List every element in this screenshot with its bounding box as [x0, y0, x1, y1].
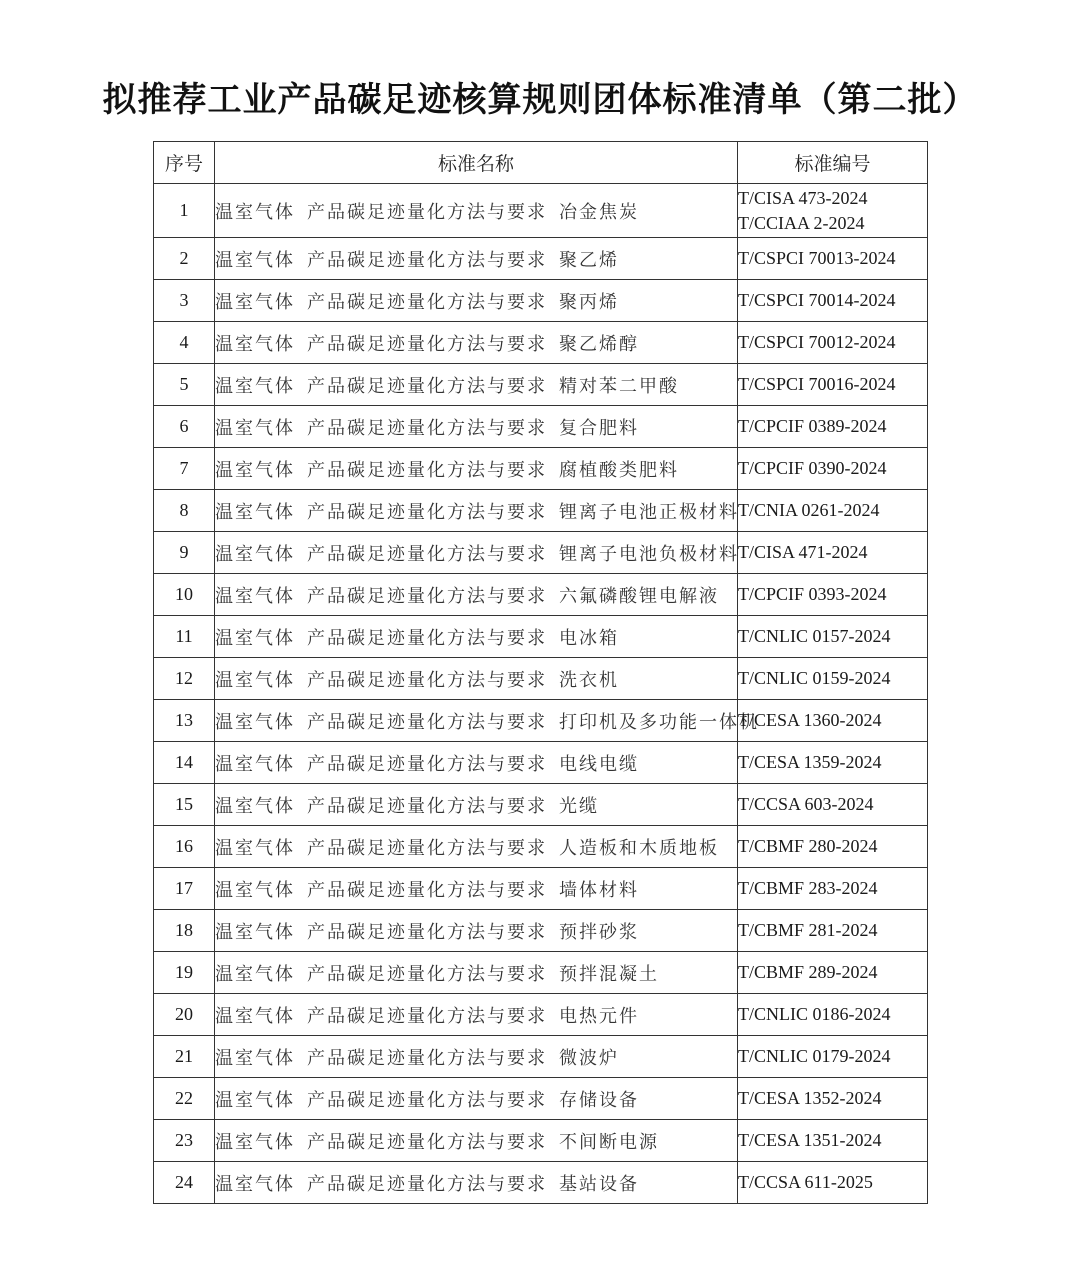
- row-serial-number: 15: [154, 784, 215, 826]
- standard-name-method: 产品碳足迹量化方法与要求: [307, 585, 547, 607]
- row-standard-name: [215, 1078, 738, 1120]
- row-standard-name: [215, 280, 738, 322]
- row-standard-name: [215, 448, 738, 490]
- standard-name-method: 产品碳足迹量化方法与要求: [307, 417, 547, 439]
- row-serial-number: 8: [154, 490, 215, 532]
- standard-name-prefix: 温室气体: [215, 879, 295, 901]
- standard-name-product: 电热元件: [559, 1005, 639, 1027]
- standard-name-product: 聚丙烯: [559, 291, 619, 313]
- standard-name-prefix: 温室气体: [215, 291, 295, 313]
- row-standard-name: [215, 574, 738, 616]
- standard-name-method: 产品碳足迹量化方法与要求: [307, 753, 547, 775]
- table-row: [154, 994, 928, 1036]
- row-serial-number: 11: [154, 616, 215, 658]
- standard-name-method: 产品碳足迹量化方法与要求: [307, 669, 547, 691]
- row-standard-code: [738, 574, 928, 616]
- row-serial-number: 13: [154, 700, 215, 742]
- row-standard-name: [215, 658, 738, 700]
- standard-name-method: 产品碳足迹量化方法与要求: [307, 921, 547, 943]
- standard-code: T/CCSA 611-2025: [738, 1172, 873, 1192]
- standard-name-product: 光缆: [559, 795, 599, 817]
- standard-code: T/CCIAA 2-2024: [738, 212, 865, 233]
- table-row: [154, 322, 928, 364]
- table-row: [154, 868, 928, 910]
- row-standard-code: [738, 910, 928, 952]
- standard-name-prefix: 温室气体: [215, 333, 295, 355]
- standard-code: T/CCSA 603-2024: [738, 794, 874, 814]
- standard-name-method: 产品碳足迹量化方法与要求: [307, 1005, 547, 1027]
- row-serial-number: 18: [154, 910, 215, 952]
- row-standard-name: [215, 952, 738, 994]
- row-serial-number: 17: [154, 868, 215, 910]
- row-standard-code: [738, 994, 928, 1036]
- table-row: [154, 952, 928, 994]
- table-row: [154, 742, 928, 784]
- table-header-row: [154, 142, 928, 184]
- standard-name-method: 产品碳足迹量化方法与要求: [307, 963, 547, 985]
- standard-code: T/CPCIF 0390-2024: [738, 458, 887, 478]
- row-standard-code: [738, 658, 928, 700]
- row-serial-number: 16: [154, 826, 215, 868]
- standard-name-product: 洗衣机: [559, 669, 619, 691]
- row-serial-number: 20: [154, 994, 215, 1036]
- row-standard-name: [215, 994, 738, 1036]
- standard-code: T/CESA 1352-2024: [738, 1088, 882, 1108]
- row-standard-name: [215, 238, 738, 280]
- row-serial-number: 3: [154, 280, 215, 322]
- standard-code: T/CNLIC 0186-2024: [738, 1004, 891, 1024]
- standard-name-product: 微波炉: [559, 1047, 619, 1069]
- row-serial-number: 23: [154, 1120, 215, 1162]
- standard-name-prefix: 温室气体: [215, 669, 295, 691]
- row-serial-number: 7: [154, 448, 215, 490]
- row-serial-number: 22: [154, 1078, 215, 1120]
- row-standard-name: [215, 868, 738, 910]
- table-row: [154, 364, 928, 406]
- standard-name-prefix: 温室气体: [215, 627, 295, 649]
- standard-name-prefix: 温室气体: [215, 963, 295, 985]
- table-row: [154, 448, 928, 490]
- standard-name-method: 产品碳足迹量化方法与要求: [307, 1047, 547, 1069]
- standard-name-product: 墙体材料: [559, 879, 639, 901]
- standard-name-method: 产品碳足迹量化方法与要求: [307, 879, 547, 901]
- standard-code: T/CNLIC 0157-2024: [738, 626, 891, 646]
- table-body: [154, 184, 928, 1204]
- standard-name-method: 产品碳足迹量化方法与要求: [307, 837, 547, 859]
- row-standard-code: [738, 238, 928, 280]
- standard-name-method: 产品碳足迹量化方法与要求: [307, 795, 547, 817]
- row-standard-code: [738, 616, 928, 658]
- standard-code: T/CBMF 280-2024: [738, 836, 878, 856]
- table-row: [154, 658, 928, 700]
- table-row: [154, 280, 928, 322]
- standard-code: T/CBMF 283-2024: [738, 878, 878, 898]
- row-standard-code: [738, 1036, 928, 1078]
- standard-name-product: 不间断电源: [559, 1131, 659, 1153]
- standard-name-method: 产品碳足迹量化方法与要求: [307, 501, 547, 523]
- row-standard-code: [738, 532, 928, 574]
- row-serial-number: 24: [154, 1162, 215, 1204]
- header-serial-number: 序号: [154, 142, 215, 184]
- standard-name-method: 产品碳足迹量化方法与要求: [307, 249, 547, 271]
- row-standard-code: [738, 742, 928, 784]
- row-serial-number: 9: [154, 532, 215, 574]
- row-standard-name: [215, 784, 738, 826]
- row-standard-name: [215, 700, 759, 742]
- standard-code: T/CISA 471-2024: [738, 542, 868, 562]
- standard-code: T/CSPCI 70014-2024: [738, 290, 896, 310]
- standard-name-prefix: 温室气体: [215, 1131, 295, 1153]
- standard-name-method: 产品碳足迹量化方法与要求: [307, 333, 547, 355]
- standard-code: T/CNLIC 0159-2024: [738, 668, 891, 688]
- standard-name-product: 冶金焦炭: [559, 201, 639, 223]
- row-serial-number: 1: [154, 184, 215, 238]
- standard-name-product: 腐植酸类肥料: [559, 459, 679, 481]
- standard-name-product: 锂离子电池正极材料: [559, 501, 739, 523]
- row-serial-number: 21: [154, 1036, 215, 1078]
- standard-code: T/CNIA 0261-2024: [738, 500, 880, 520]
- standard-name-product: 基站设备: [559, 1173, 639, 1195]
- row-standard-name: [215, 1162, 738, 1204]
- row-standard-name: [215, 406, 738, 448]
- standard-name-prefix: 温室气体: [215, 459, 295, 481]
- standard-name-prefix: 温室气体: [215, 585, 295, 607]
- row-standard-name: [215, 532, 738, 574]
- standard-code: T/CSPCI 70016-2024: [738, 374, 896, 394]
- standard-name-prefix: 温室气体: [215, 501, 295, 523]
- standard-name-product: 打印机及多功能一体机: [559, 711, 759, 733]
- standard-name-product: 复合肥料: [559, 417, 639, 439]
- header-standard-code: 标准编号: [738, 142, 928, 184]
- table-row: [154, 1120, 928, 1162]
- row-standard-name: [215, 616, 738, 658]
- table-row: [154, 1078, 928, 1120]
- standard-name-method: 产品碳足迹量化方法与要求: [307, 291, 547, 313]
- row-standard-code: [738, 364, 928, 406]
- standard-code: T/CISA 473-2024: [738, 187, 868, 208]
- row-serial-number: 5: [154, 364, 215, 406]
- row-standard-code: [738, 826, 928, 868]
- standard-code: T/CESA 1351-2024: [738, 1130, 882, 1150]
- standard-name-method: 产品碳足迹量化方法与要求: [307, 543, 547, 565]
- row-standard-name: [215, 364, 738, 406]
- standard-name-prefix: 温室气体: [215, 417, 295, 439]
- row-serial-number: 10: [154, 574, 215, 616]
- standard-code: T/CBMF 289-2024: [738, 962, 878, 982]
- standard-name-product: 聚乙烯: [559, 249, 619, 271]
- row-standard-code: [738, 448, 928, 490]
- standard-name-prefix: 温室气体: [215, 543, 295, 565]
- table-row: [154, 238, 928, 280]
- row-serial-number: 12: [154, 658, 215, 700]
- row-standard-code: [738, 184, 928, 238]
- standard-name-method: 产品碳足迹量化方法与要求: [307, 1089, 547, 1111]
- row-standard-name: [215, 742, 738, 784]
- row-standard-code: [738, 1162, 928, 1204]
- standard-name-prefix: 温室气体: [215, 753, 295, 775]
- standard-name-prefix: 温室气体: [215, 711, 295, 733]
- row-standard-code: [738, 1120, 928, 1162]
- row-standard-name: [215, 184, 738, 238]
- row-serial-number: 19: [154, 952, 215, 994]
- standard-code: T/CPCIF 0389-2024: [738, 416, 887, 436]
- standard-name-product: 电线电缆: [559, 753, 639, 775]
- standard-code: T/CESA 1359-2024: [738, 752, 882, 772]
- table-row: [154, 184, 928, 238]
- standard-name-method: 产品碳足迹量化方法与要求: [307, 627, 547, 649]
- table-row: [154, 490, 928, 532]
- standard-code: T/CESA 1360-2024: [738, 710, 882, 730]
- header-standard-name: 标准名称: [215, 142, 738, 184]
- row-standard-code: [738, 868, 928, 910]
- standard-name-prefix: 温室气体: [215, 837, 295, 859]
- standard-code: T/CSPCI 70013-2024: [738, 248, 896, 268]
- standard-name-prefix: 温室气体: [215, 795, 295, 817]
- standard-name-product: 聚乙烯醇: [559, 333, 639, 355]
- standard-name-product: 人造板和木质地板: [559, 837, 719, 859]
- standard-name-prefix: 温室气体: [215, 201, 295, 223]
- standard-name-method: 产品碳足迹量化方法与要求: [307, 201, 547, 223]
- table-row: [154, 700, 928, 742]
- standard-name-method: 产品碳足迹量化方法与要求: [307, 711, 547, 733]
- table-row: [154, 532, 928, 574]
- standard-name-product: 锂离子电池负极材料: [559, 543, 739, 565]
- row-standard-name: [215, 322, 738, 364]
- table-row: [154, 910, 928, 952]
- row-standard-code: [738, 952, 928, 994]
- row-standard-name: [215, 490, 738, 532]
- standard-name-prefix: 温室气体: [215, 375, 295, 397]
- row-standard-code: [738, 322, 928, 364]
- standard-name-prefix: 温室气体: [215, 1047, 295, 1069]
- row-standard-name: [215, 1120, 738, 1162]
- table-row: [154, 826, 928, 868]
- row-standard-code: [738, 700, 928, 742]
- standard-name-prefix: 温室气体: [215, 1089, 295, 1111]
- row-standard-name: [215, 826, 738, 868]
- standard-name-method: 产品碳足迹量化方法与要求: [307, 1173, 547, 1195]
- standard-name-method: 产品碳足迹量化方法与要求: [307, 459, 547, 481]
- row-serial-number: 14: [154, 742, 215, 784]
- standard-name-product: 预拌混凝土: [559, 963, 659, 985]
- standard-name-prefix: 温室气体: [215, 249, 295, 271]
- standard-name-product: 精对苯二甲酸: [559, 375, 679, 397]
- table-row: [154, 616, 928, 658]
- table-row: [154, 784, 928, 826]
- standard-name-product: 存储设备: [559, 1089, 639, 1111]
- row-standard-name: [215, 1036, 738, 1078]
- table-row: [154, 406, 928, 448]
- row-serial-number: 4: [154, 322, 215, 364]
- standard-code: T/CBMF 281-2024: [738, 920, 878, 940]
- standard-code: T/CSPCI 70012-2024: [738, 332, 896, 352]
- row-standard-code: [738, 280, 928, 322]
- table-row: [154, 1036, 928, 1078]
- table-row: [154, 574, 928, 616]
- row-standard-name: [215, 910, 738, 952]
- standard-name-method: 产品碳足迹量化方法与要求: [307, 375, 547, 397]
- row-serial-number: 6: [154, 406, 215, 448]
- standards-table: [153, 141, 928, 1204]
- row-standard-code: [738, 490, 928, 532]
- row-standard-code: [738, 784, 928, 826]
- standard-name-product: 预拌砂浆: [559, 921, 639, 943]
- standard-name-prefix: 温室气体: [215, 1173, 295, 1195]
- standard-name-prefix: 温室气体: [215, 1005, 295, 1027]
- page-title: 拟推荐工业产品碳足迹核算规则团体标准清单（第二批）: [102, 80, 978, 120]
- standard-name-prefix: 温室气体: [215, 921, 295, 943]
- standard-name-product: 六氟磷酸锂电解液: [559, 585, 719, 607]
- standard-code: T/CPCIF 0393-2024: [738, 584, 887, 604]
- row-standard-code: [738, 1078, 928, 1120]
- row-standard-code: [738, 406, 928, 448]
- table-row: [154, 1162, 928, 1204]
- standard-name-product: 电冰箱: [559, 627, 619, 649]
- standard-name-method: 产品碳足迹量化方法与要求: [307, 1131, 547, 1153]
- row-serial-number: 2: [154, 238, 215, 280]
- standard-code: T/CNLIC 0179-2024: [738, 1046, 891, 1066]
